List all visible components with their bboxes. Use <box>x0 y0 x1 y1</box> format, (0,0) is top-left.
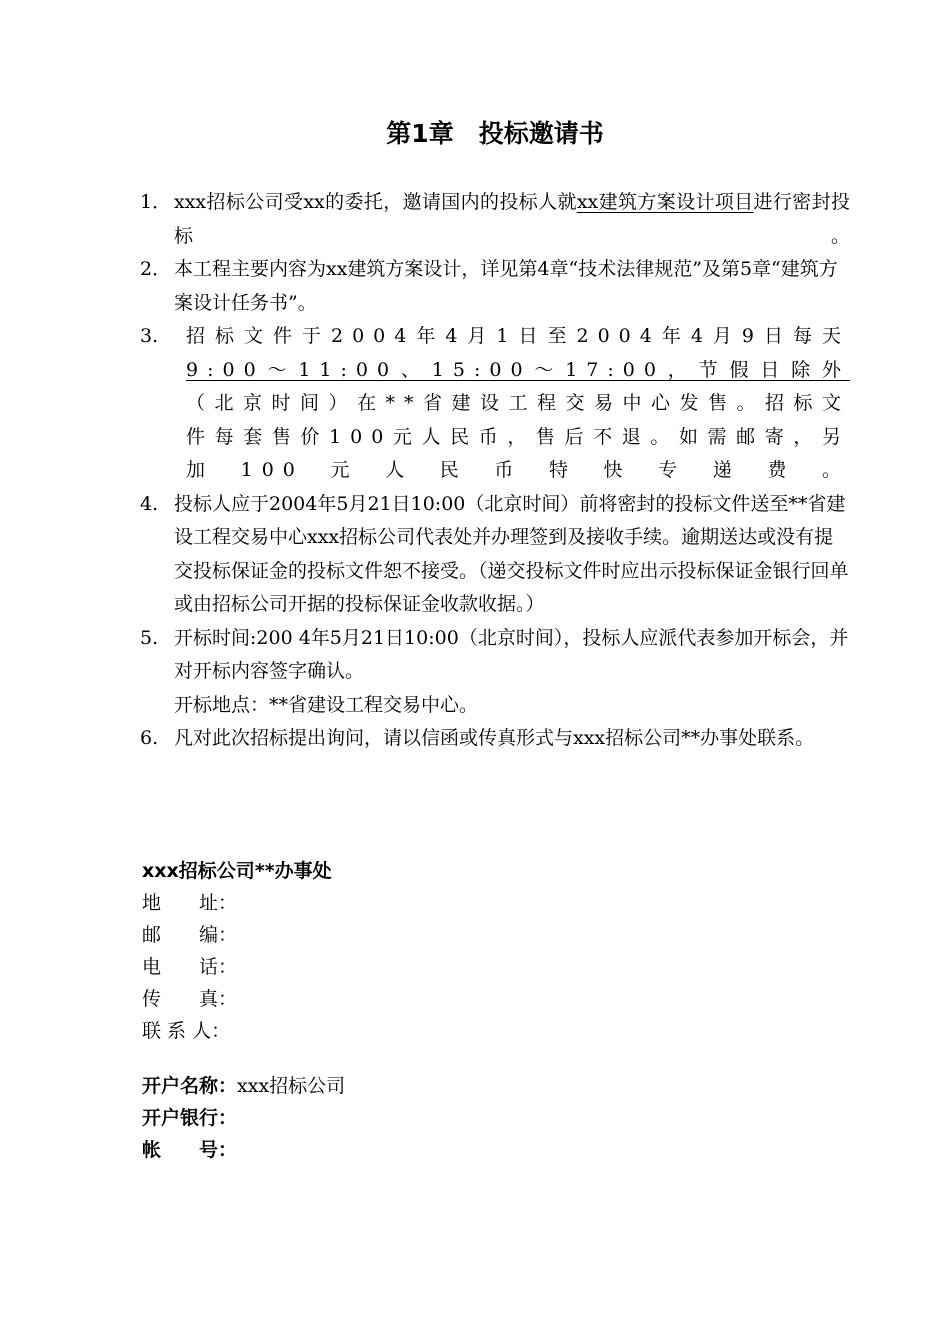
bank-row <box>142 1102 742 1134</box>
bank-label: 开户银行： <box>142 1107 238 1129</box>
list-item <box>140 722 850 756</box>
account-name-row <box>142 1070 742 1102</box>
item-number: 4. <box>140 492 159 515</box>
phone-label: 电 话： <box>142 956 238 978</box>
bank-block <box>142 1070 742 1166</box>
address-label: 地 址： <box>142 892 238 914</box>
item-subtext: 开标地点：**省建设工程交易中心。 <box>174 693 479 716</box>
item-number: 5. <box>140 626 159 649</box>
list-item <box>140 320 850 488</box>
item-text: 投标人应于2004年5月21日10:00（北京时间）前将密封的投标文件送至**省建设工程交易中心xxx招标公司代表处并办理签到及接收手续。逾期送达或没有提交投标保证金的投标文件恕不接受。（递交投标文件时应出示投标保证金银行回单或由招标公司开据的投标保证金收款收据。） <box>174 492 849 615</box>
page-title: 第1章 投标邀请书 <box>386 119 604 148</box>
item-text: 招标文件于2004年4月1日至2004年4月9日每天9:00～11:00、15:00～17:00，节假日除外（北京时间）在**省建设工程交易中心发售。招标文件每套售价100元人民币，售后不退。如需邮寄，另加100元人民币特快专递费。 <box>186 325 850 481</box>
account-number-row <box>142 1134 742 1166</box>
fax-row <box>142 983 742 1015</box>
fax-label: 传 真： <box>142 988 238 1010</box>
account-name-label: 开户名称： <box>142 1075 238 1097</box>
postcode-row <box>142 919 742 951</box>
item-text: 开标时间:200 4年5月21日10:00（北京时间），投标人应派代表参加开标会，并对开标内容签字确认。 <box>174 626 849 682</box>
list-item <box>140 622 850 723</box>
postcode-label: 邮 编： <box>142 924 238 946</box>
list-item <box>140 186 850 253</box>
list-item <box>140 253 850 320</box>
contact-person-label: 联 系 人： <box>142 1020 231 1042</box>
item-text: 本工程主要内容为xx建筑方案设计，详见第4章“技术法律规范”及第5章“建筑方案设计任务书”。 <box>174 258 838 314</box>
item-number: 3. <box>140 325 159 347</box>
project-name: xx建筑方案设计项目 <box>576 191 754 213</box>
item-number: 2． <box>140 258 172 280</box>
invitation-list <box>140 186 850 756</box>
account-number-label: 帐 号： <box>142 1139 238 1161</box>
sale-hours: 9:00～11:00、15:00～17:00，节假日除外 <box>186 358 850 381</box>
item-number: 1． <box>140 191 172 213</box>
address-row <box>142 887 742 919</box>
item-text: xxx招标公司受xx的委托，邀请国内的投标人就xx建筑方案设计项目进行密封投标。 <box>174 191 850 247</box>
contact-person-row <box>142 1015 742 1047</box>
item-text: 凡对此次招标提出询问，请以信函或传真形式与xxx招标公司**办事处联系。 <box>174 727 815 749</box>
account-name-value: xxx招标公司 <box>237 1075 346 1097</box>
item-number: 6. <box>140 727 159 749</box>
contact-block <box>142 855 742 1047</box>
phone-row <box>142 951 742 983</box>
list-item <box>140 488 850 622</box>
org-name: xxx招标公司**办事处 <box>142 860 332 882</box>
